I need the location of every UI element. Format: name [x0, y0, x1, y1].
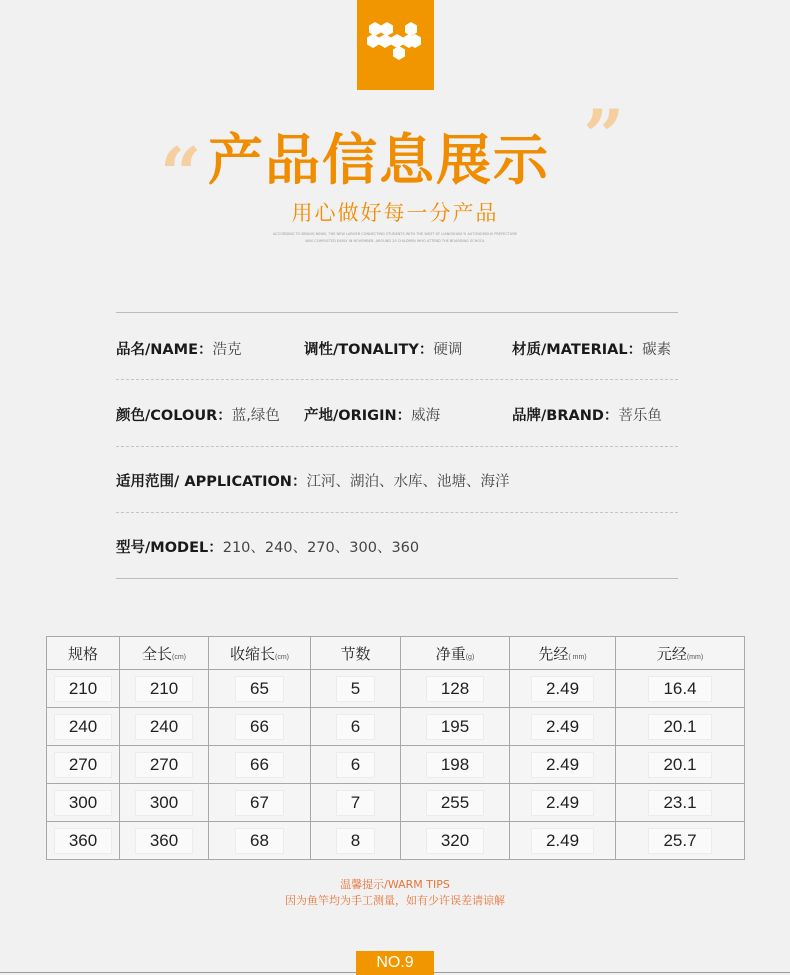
open-quote-mark: “	[160, 131, 202, 216]
column-header-unit: (cm)	[275, 653, 289, 661]
info-item-colour	[116, 404, 280, 425]
table-cell	[510, 822, 616, 860]
table-cell	[510, 708, 616, 746]
info-value: 威海	[411, 408, 441, 424]
column-header-unit: (mm)	[686, 653, 704, 661]
cell-value: 7	[336, 790, 375, 816]
info-item-tonality	[304, 338, 462, 359]
info-label: 颜色/COLOUR：	[116, 408, 232, 424]
cell-value: 198	[426, 752, 484, 778]
column-header-label: 净重	[435, 645, 466, 663]
info-label: 材质/MATERIAL：	[512, 342, 643, 358]
table-cell	[616, 670, 745, 708]
table-row	[47, 670, 745, 708]
cell-value: 66	[235, 714, 284, 740]
column-header-unit: (cm)	[172, 653, 186, 661]
column-header	[510, 637, 616, 670]
table-cell	[120, 670, 209, 708]
cell-value: 2.49	[531, 752, 594, 778]
info-item-application	[116, 470, 509, 491]
info-value: 江河、湖泊、水库、池塘、海洋	[306, 474, 510, 490]
info-value: 硬调	[433, 342, 463, 358]
info-divider	[116, 446, 678, 447]
table-cell	[209, 708, 311, 746]
cell-value: 2.49	[531, 714, 594, 740]
info-top-divider	[116, 312, 678, 313]
cell-value: 25.7	[648, 828, 711, 854]
cell-value: 240	[135, 714, 193, 740]
page-title: 产品信息展示	[208, 128, 551, 192]
table-cell	[47, 784, 120, 822]
column-header-unit: ( mm)	[568, 653, 587, 661]
table-row	[47, 708, 745, 746]
cell-value: 360	[54, 828, 112, 854]
cell-value: 66	[235, 752, 284, 778]
table-cell	[311, 746, 401, 784]
info-item-brand	[512, 404, 662, 425]
table-cell	[209, 784, 311, 822]
info-value: 菩乐鱼	[618, 408, 662, 424]
table-cell	[120, 746, 209, 784]
column-header	[311, 637, 401, 670]
info-value: 浩克	[212, 342, 242, 358]
table-cell	[311, 708, 401, 746]
logo-tab	[357, 0, 434, 90]
info-label: 型号/MODEL：	[116, 540, 223, 556]
info-label: 品牌/BRAND：	[512, 408, 619, 424]
info-row	[116, 470, 686, 494]
page-subtitle: 用心做好每一分产品	[291, 201, 499, 225]
table-cell	[47, 746, 120, 784]
table-cell	[510, 784, 616, 822]
table-cell	[47, 708, 120, 746]
cell-value: 300	[54, 790, 112, 816]
info-label: 品名/NAME：	[116, 342, 213, 358]
table-cell	[401, 670, 510, 708]
table-row	[47, 746, 745, 784]
cell-value: 65	[235, 676, 284, 702]
table-cell	[311, 784, 401, 822]
cell-value: 16.4	[648, 676, 711, 702]
info-item-model	[116, 536, 419, 557]
info-item-material	[512, 338, 671, 359]
spec-table	[46, 636, 745, 860]
honeycomb-logo-icon	[365, 22, 427, 68]
cell-value: 240	[54, 714, 112, 740]
cell-value: 270	[135, 752, 193, 778]
info-row	[116, 338, 686, 362]
cell-value: 128	[426, 676, 484, 702]
cell-value: 255	[426, 790, 484, 816]
column-header-label: 规格	[67, 645, 98, 663]
table-row	[47, 784, 745, 822]
table-cell	[311, 670, 401, 708]
info-divider	[116, 379, 678, 380]
table-cell	[120, 708, 209, 746]
column-header-label: 全长	[141, 645, 172, 663]
info-value: 碳素	[642, 342, 672, 358]
cell-value: 8	[336, 828, 375, 854]
column-header-label: 节数	[340, 645, 371, 663]
tips-text: 因为鱼竿均为手工测量，如有少许误差请谅解	[285, 894, 505, 907]
cell-value: 6	[336, 714, 375, 740]
table-cell	[510, 746, 616, 784]
column-header	[47, 637, 120, 670]
cell-value: 5	[336, 676, 375, 702]
cell-value: 270	[54, 752, 112, 778]
table-cell	[616, 822, 745, 860]
table-header-row	[47, 637, 745, 670]
table-cell	[47, 670, 120, 708]
cell-value: 2.49	[531, 828, 594, 854]
column-header-label: 收缩长	[229, 645, 275, 663]
column-header	[401, 637, 510, 670]
cell-value: 2.49	[531, 676, 594, 702]
table-cell	[616, 708, 745, 746]
cell-value: 2.49	[531, 790, 594, 816]
table-cell	[616, 746, 745, 784]
column-header	[616, 637, 745, 670]
info-label: 产地/ORIGIN：	[304, 408, 412, 424]
column-header-unit: (g)	[465, 653, 475, 661]
cell-value: 210	[135, 676, 193, 702]
fine-print	[245, 231, 545, 245]
close-quote-mark: ”	[583, 93, 625, 178]
info-bottom-divider	[116, 578, 678, 579]
column-header-label: 先经	[538, 645, 569, 663]
cell-value: 68	[235, 828, 284, 854]
page-number-badge: NO.9	[356, 951, 434, 975]
cell-value: 300	[135, 790, 193, 816]
fine-print-line: WAS COMPLETED EARLY IN NOVEMBER, AROUND 20 CHILDREN WHO ATTEND THE BOARDING SCHOOL	[305, 239, 485, 243]
column-header	[209, 637, 311, 670]
cell-value: 23.1	[648, 790, 711, 816]
table-cell	[120, 822, 209, 860]
table-cell	[311, 822, 401, 860]
cell-value: 210	[54, 676, 112, 702]
table-cell	[47, 822, 120, 860]
table-row	[47, 822, 745, 860]
info-label: 调性/TONALITY：	[304, 342, 434, 358]
table-cell	[401, 746, 510, 784]
info-item-name	[116, 338, 242, 359]
info-value: 210、240、270、300、360	[222, 540, 420, 556]
table-cell	[616, 784, 745, 822]
cell-value: 67	[235, 790, 284, 816]
info-value: 蓝,绿色	[231, 408, 280, 424]
table-cell	[401, 784, 510, 822]
info-item-origin	[304, 404, 440, 425]
info-row	[116, 536, 686, 560]
cell-value: 20.1	[648, 714, 711, 740]
table-cell	[209, 670, 311, 708]
cell-value: 360	[135, 828, 193, 854]
table-cell	[401, 708, 510, 746]
info-label: 适用范围/ APPLICATION：	[116, 474, 307, 490]
column-header	[120, 637, 209, 670]
cell-value: 6	[336, 752, 375, 778]
table-cell	[401, 822, 510, 860]
table-cell	[209, 822, 311, 860]
cell-value: 20.1	[648, 752, 711, 778]
info-divider	[116, 512, 678, 513]
info-row	[116, 404, 686, 428]
table-cell	[120, 784, 209, 822]
cell-value: 320	[426, 828, 484, 854]
fine-print-line: ACCORDING TO BEIJING NEWS, THE NEW LARGER CONNECTING STUDENTS WITH THE WEST OF LIANGSHAN YI AUTONOMOUS PREFECTURE	[272, 232, 518, 236]
table-cell	[209, 746, 311, 784]
tips-title: 温馨提示/WARM TIPS	[340, 878, 450, 891]
cell-value: 195	[426, 714, 484, 740]
column-header-label: 元经	[656, 645, 687, 663]
table-cell	[510, 670, 616, 708]
